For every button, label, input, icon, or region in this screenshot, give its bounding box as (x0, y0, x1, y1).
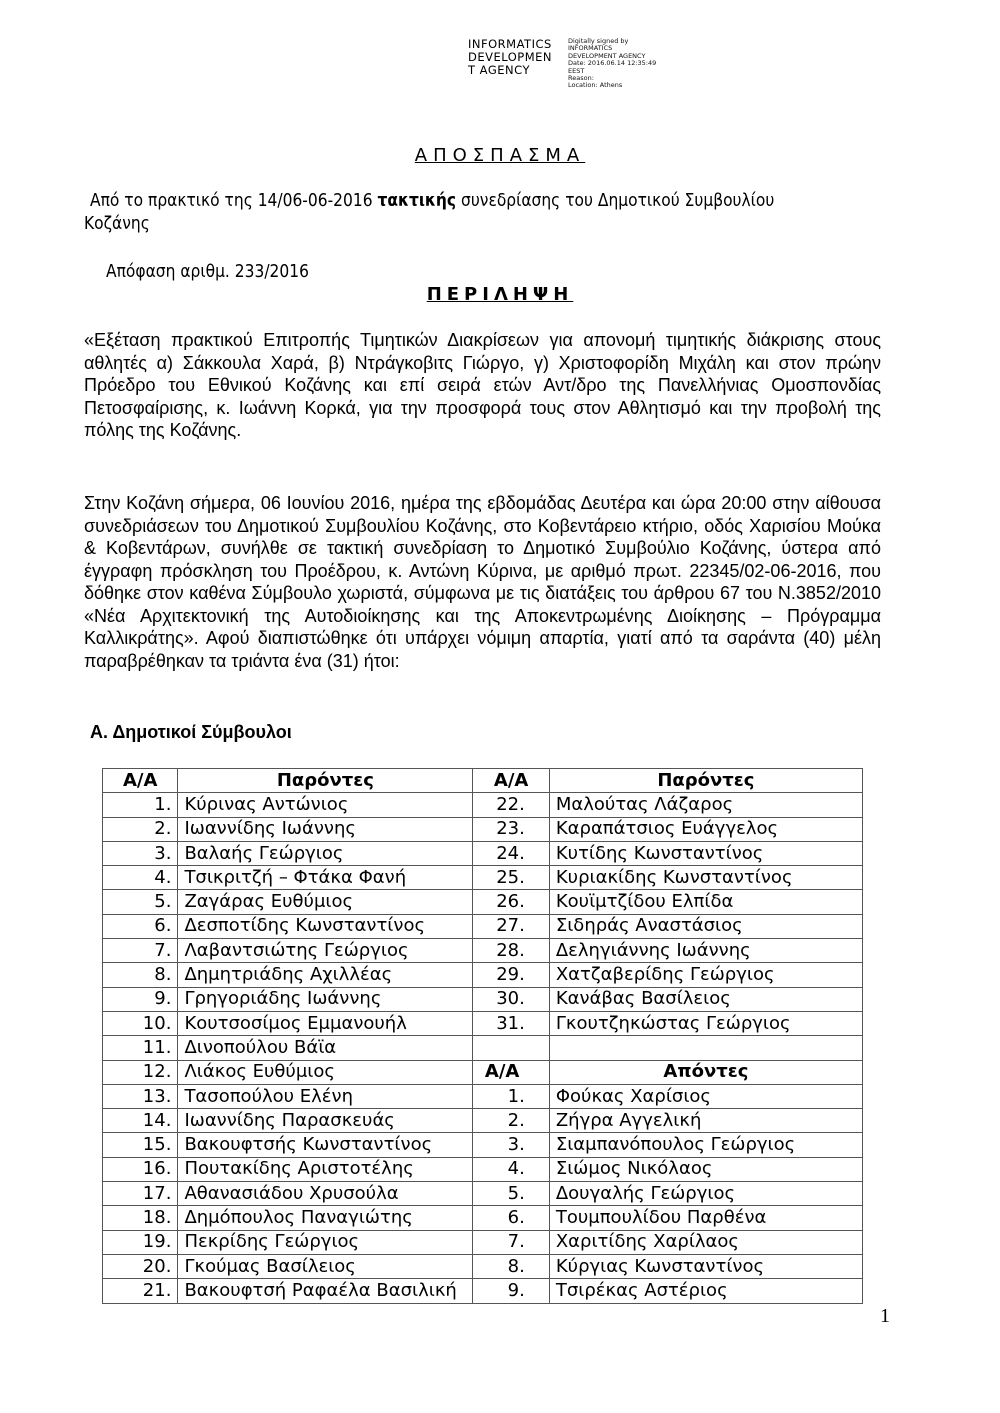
table-row (103, 1011, 863, 1035)
row-number: 11. (103, 1036, 178, 1060)
row-number: 22. (473, 793, 549, 817)
member-name: Γκούμας Βασίλειος (178, 1254, 473, 1278)
row-number: 5. (103, 890, 178, 914)
member-name: Καραπάτσιος Ευάγγελος (549, 817, 862, 841)
member-name: Δουγαλής Γεώργιος (549, 1182, 862, 1206)
member-name: Σιδηράς Αναστάσιος (549, 914, 862, 938)
row-number: 15. (103, 1133, 178, 1157)
row-number: 28. (473, 939, 549, 963)
member-name: Πεκρίδης Γεώργιος (178, 1230, 473, 1254)
table-row (103, 890, 863, 914)
table-row (103, 914, 863, 938)
table-row (103, 1084, 863, 1108)
intro-line-2: Κοζάνης (84, 213, 150, 234)
council-members-table (102, 768, 863, 1304)
row-number: 14. (103, 1109, 178, 1133)
signature-detail-line: DEVELOPMENT AGENCY (568, 51, 646, 60)
row-number: 4. (473, 1157, 549, 1181)
member-name: Σιαμπανόπουλος Γεώργιος (549, 1133, 862, 1157)
row-number: 24. (473, 841, 549, 865)
row-number: 31. (473, 1011, 549, 1035)
table-row (103, 1206, 863, 1230)
signature-location: Location: Athens (568, 81, 623, 90)
document-title: ΑΠΟΣΠΑΣΜΑ (414, 145, 586, 166)
body-text: Στην Κοζάνη σήμερα, 06 Ιουνίου 2016, ημέρα της εβδομάδας Δευτέρα και ώρα 20:00 στην αίθουσα συνεδριάσεων του Δημοτικού Συμβουλίου Κοζάνης, στο Κοβεντάρειο κτήριο, οδός Χαρισίου Μούκα & Κοβεντάρων, συνήλθε σε τακτική συνεδρίαση το Δημοτικό Συμβούλιο Κοζάνης, ύστερα από έγγραφη πρόσκληση του Προέδρου, κ. Αντώνη Κύρινα, με αριθμό πρωτ. 22345/02-06-2016, που δόθηκε στον καθένα Σύμβουλο χωριστά, σύμφωνα με τις διατάξεις του άρθρου 67 του Ν.3852/2010 «Νέα Αρχιτεκτονική της Αυτοδιοίκησης και της Αποκεντρωμένης Διοίκησης – Πρόγραμμα Καλλικράτης». Αφού διαπιστώθηκε ότι υπάρχει νόμιμη απαρτία, γιατί από τα σαράντα (40) μέλη παραβρέθηκαν τα τριάντα ένα (31) ήτοι: (84, 493, 881, 671)
member-name: Τσικριτζή – Φτάκα Φανή (178, 866, 473, 890)
table-header-row (103, 769, 863, 793)
table-row (103, 987, 863, 1011)
row-number: 18. (103, 1206, 178, 1230)
signature-date: Date: 2016.06.14 12:35:49 (568, 59, 657, 68)
row-number: 21. (103, 1279, 178, 1303)
row-number: 23. (473, 817, 549, 841)
member-name: Κανάβας Βασίλειος (549, 987, 862, 1011)
row-number: 19. (103, 1230, 178, 1254)
member-name: Κουτσοσίμος Εμμανουήλ (178, 1011, 473, 1035)
member-name: Λαβαντσιώτης Γεώργιος (178, 939, 473, 963)
member-name: Τσιρέκας Αστέριος (549, 1279, 862, 1303)
table-row (103, 1279, 863, 1303)
table-row (103, 866, 863, 890)
table-row (103, 793, 863, 817)
header-num-2: Α/Α (473, 769, 549, 793)
table-row (103, 1230, 863, 1254)
table-row (103, 1060, 863, 1084)
intro-text: συνεδρίασης του Δημοτικού Συμβουλίου (456, 190, 775, 211)
decision-number: Απόφαση αριθμ. 233/2016 (106, 261, 309, 282)
member-name: Ζαγάρας Ευθύμιος (178, 890, 473, 914)
table-row (103, 963, 863, 987)
row-number: 26. (473, 890, 549, 914)
member-name: Βακουφτσής Κωνσταντίνος (178, 1133, 473, 1157)
summary-paragraph (84, 329, 881, 442)
row-number: 17. (103, 1182, 178, 1206)
member-name: Δινοπούλου Βάϊα (178, 1036, 473, 1060)
member-name: Ζήγρα Αγγελική (549, 1109, 862, 1133)
row-number: 3. (103, 841, 178, 865)
table-row (103, 1157, 863, 1181)
table-body (103, 793, 863, 1303)
member-name: Κύρινας Αντώνιος (178, 793, 473, 817)
table-row (103, 1182, 863, 1206)
row-number: 5. (473, 1182, 549, 1206)
row-number: 13. (103, 1084, 178, 1108)
row-number: 4. (103, 866, 178, 890)
table-row (103, 1133, 863, 1157)
member-name: Βαλαής Γεώργιος (178, 841, 473, 865)
absent-header-num: Α/Α (473, 1060, 549, 1084)
header-present-1: Παρόντες (178, 769, 473, 793)
row-number: 2. (473, 1109, 549, 1133)
table-row (103, 817, 863, 841)
member-name: Τουμπουλίδου Παρθένα (549, 1206, 862, 1230)
member-name: Κυριακίδης Κωνσταντίνος (549, 866, 862, 890)
signature-reason: Reason: (568, 74, 594, 83)
member-name: Δημόπουλος Παναγιώτης (178, 1206, 473, 1230)
summary-text: «Εξέταση πρακτικού Επιτροπής Τιμητικών Διακρίσεων για απονομή τιμητικής διάκρισης στους αθλητές α) Σάκκουλα Χαρά, β) Ντράγκοβιτς Γιώργο, γ) Χριστοφορίδη Μιχάλη και στον πρώην Πρόεδρο του Εθνικού Κοζάνης και επί σειρά ετών Αντ/δρο της Πανελλήνιας Ομοσπονδίας Πετοσφαίρισης, κ. Ιωάννη Κορκά, για την προσφορά τους στον Αθλητισμό και την προβολή της πόλης της Κοζάνης. (84, 330, 881, 440)
summary-title: ΠΕΡΙΛΗΨΗ (426, 284, 574, 305)
row-number: 10. (103, 1011, 178, 1035)
member-name: Χαριτίδης Χαρίλαος (549, 1230, 862, 1254)
row-number: 29. (473, 963, 549, 987)
row-number: 3. (473, 1133, 549, 1157)
signature-details (568, 38, 656, 90)
row-number: 20. (103, 1254, 178, 1278)
table-row (103, 1036, 863, 1060)
body-paragraph (84, 492, 881, 672)
row-number: 8. (473, 1254, 549, 1278)
signature-detail-line: EEST (568, 66, 585, 75)
row-number: 6. (103, 914, 178, 938)
member-name (549, 1036, 862, 1060)
row-number: 7. (473, 1230, 549, 1254)
row-number: 12. (103, 1060, 178, 1084)
member-name: Τασοπούλου Ελένη (178, 1084, 473, 1108)
page-number: 1 (880, 1305, 890, 1327)
row-number: 7. (103, 939, 178, 963)
signer-line: INFORMATICS (468, 37, 552, 51)
member-name: Δεληγιάννης Ιωάννης (549, 939, 862, 963)
signer-line: T AGENCY (468, 63, 530, 77)
member-name: Δεσποτίδης Κωνσταντίνος (178, 914, 473, 938)
member-name: Χατζαβερίδης Γεώργιος (549, 963, 862, 987)
row-number: 9. (103, 987, 178, 1011)
table-row (103, 1109, 863, 1133)
signer-line: DEVELOPMEN (468, 50, 553, 64)
header-present-2: Παρόντες (549, 769, 862, 793)
member-name: Βακουφτσή Ραφαέλα Βασιλική (178, 1279, 473, 1303)
absent-header-label: Απόντες (549, 1060, 862, 1084)
row-number: 8. (103, 963, 178, 987)
section-heading: Α. Δημοτικοί Σύμβουλοι (90, 722, 292, 742)
table-row (103, 841, 863, 865)
member-name: Μαλούτας Λάζαρος (549, 793, 862, 817)
member-name: Πουτακίδης Αριστοτέλης (178, 1157, 473, 1181)
intro-line (90, 190, 774, 212)
signature-detail-line: Digitally signed by (568, 37, 629, 45)
row-number: 30. (473, 987, 549, 1011)
member-name: Κυτίδης Κωνσταντίνος (549, 841, 862, 865)
row-number: 2. (103, 817, 178, 841)
member-name: Φούκας Χαρίσιος (549, 1084, 862, 1108)
member-name: Αθανασιάδου Χρυσούλα (178, 1182, 473, 1206)
member-name: Σιώμος Νικόλαος (549, 1157, 862, 1181)
header-num-1: Α/Α (103, 769, 178, 793)
row-number (473, 1036, 549, 1060)
row-number: 1. (473, 1084, 549, 1108)
member-name: Γρηγοριάδης Ιωάννης (178, 987, 473, 1011)
table-row (103, 939, 863, 963)
intro-text: Από το πρακτικό της 14/06-06-2016 (90, 190, 378, 211)
row-number: 25. (473, 866, 549, 890)
row-number: 6. (473, 1206, 549, 1230)
signature-detail-line: INFORMATICS (568, 44, 613, 53)
member-name: Κουϊμτζίδου Ελπίδα (549, 890, 862, 914)
member-name: Κύργιας Κωνσταντίνος (549, 1254, 862, 1278)
member-name: Ιωαννίδης Παρασκευάς (178, 1109, 473, 1133)
member-name: Δημητριάδης Αχιλλέας (178, 963, 473, 987)
row-number: 9. (473, 1279, 549, 1303)
digital-signature-block (468, 38, 656, 90)
member-name: Γκουτζηκώστας Γεώργιος (549, 1011, 862, 1035)
member-name: Ιωαννίδης Ιωάννης (178, 817, 473, 841)
signer-name (468, 38, 560, 90)
member-name: Λιάκος Ευθύμιος (178, 1060, 473, 1084)
intro-bold-text: τακτικής (377, 190, 457, 211)
row-number: 1. (103, 793, 178, 817)
row-number: 16. (103, 1157, 178, 1181)
row-number: 27. (473, 914, 549, 938)
table-row (103, 1254, 863, 1278)
